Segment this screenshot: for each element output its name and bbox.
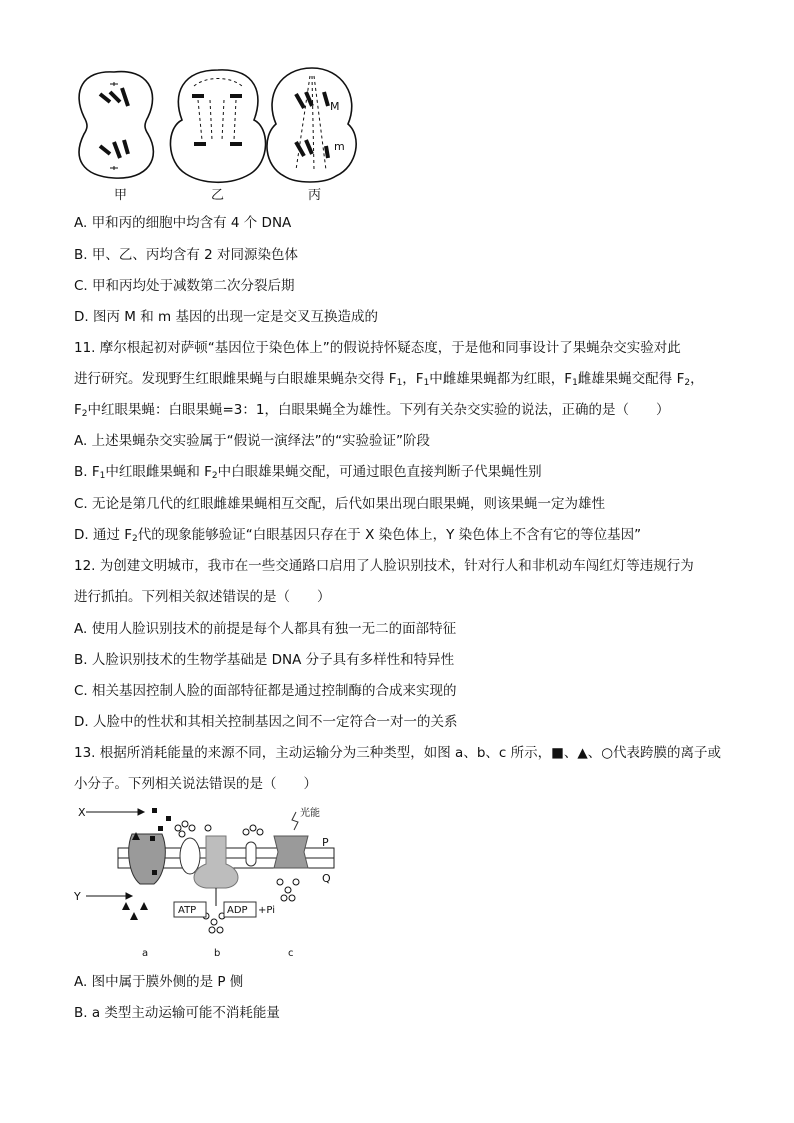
label-q-side: Q <box>322 872 331 885</box>
label-type-c: c <box>288 948 294 959</box>
q11-option-d: D. 通过 $F_2$代的现象能够验证“白眼基因只存在于 X 染色体上，Y 染色体上不含有它的等位基因” <box>74 527 642 544</box>
light-icon <box>292 812 298 830</box>
q13-option-a: A. 图中属于膜外侧的是 P 侧 <box>74 974 244 990</box>
label-type-a: a <box>142 948 149 959</box>
membrane-transport-figure <box>70 798 350 963</box>
caption-jia: 甲 <box>114 188 128 203</box>
gene-label-small-m: m <box>334 140 345 153</box>
q13-option-b: B. a 类型主动运输可能不消耗能量 <box>74 1005 280 1021</box>
q10-option-d: D. 图丙 M 和 m 基因的出现一定是交叉互换造成的 <box>74 309 378 325</box>
q12-option-d: D. 人脸中的性状和其相关控制基因之间不一定符合一对一的关系 <box>74 714 458 730</box>
q13-stem-line2: 小分子。下列相关说法错误的是（ ） <box>74 776 317 792</box>
q12-option-c: C. 相关基因控制人脸的面部特征都是通过控制酶的合成来实现的 <box>74 683 457 699</box>
q11-stem-line1: 11. 摩尔根起初对萨顿“基因位于染色体上”的假说持怀疑态度，于是他和同事设计了果蝇杂交实验对此 <box>74 340 681 356</box>
label-type-b: b <box>214 948 221 959</box>
q10-option-a: A. 甲和丙的细胞中均含有 4 个 DNA <box>74 215 292 231</box>
cell-bing-diagram <box>267 68 356 182</box>
carrier-protein-a <box>129 834 166 884</box>
q11-stem-line3: $F_2$中红眼果蝇：白眼果蝇=3：1，白眼果蝇全为雄性。下列有关杂交实验的说法，正确的是（ ） <box>74 402 670 419</box>
q12-option-a: A. 使用人脸识别技术的前提是每个人都具有独一无二的面部特征 <box>74 621 457 637</box>
receptor-protein <box>246 842 256 866</box>
q12-option-b: B. 人脸识别技术的生物学基础是 DNA 分子具有多样性和特异性 <box>74 652 455 668</box>
caption-yi: 乙 <box>211 188 225 203</box>
cell-jia-diagram <box>79 72 153 179</box>
q11-option-a: A. 上述果蝇杂交实验属于“假说一演绎法”的“实验验证”阶段 <box>74 433 431 449</box>
carrier-oval-b <box>180 838 200 874</box>
label-pi: +Pi <box>258 905 275 916</box>
gene-label-big-m: M <box>330 100 340 113</box>
q12-stem-line2: 进行抓拍。下列相关叙述错误的是（ ） <box>74 589 331 605</box>
label-p-side: P <box>322 836 329 849</box>
label-light-energy: 光能 <box>300 808 320 819</box>
q11-stem-line2: 进行研究。发现野生红眼雌果蝇与白眼雄果蝇杂交得 $F_1$，$F_1$中雌雄果蝇都为红眼，$F_1$雌雄果蝇交配得 $F_2$， <box>74 371 704 388</box>
q10-option-b: B. 甲、乙、丙均含有 2 对同源染色体 <box>74 247 299 263</box>
q12-stem-line1: 12. 为创建文明城市，我市在一些交通路口启用了人脸识别技术，针对行人和非机动车闯红灯等违规行为 <box>74 558 694 574</box>
label-atp: ATP <box>178 905 197 916</box>
caption-bing: 丙 <box>308 188 322 203</box>
cell-yi-diagram <box>170 70 265 182</box>
q13-stem-line1: 13. 根据所消耗能量的来源不同，主动运输分为三种类型，如图 a、b、c 所示，■、▲、○代表跨膜的离子或 <box>74 745 722 761</box>
label-y: Y <box>74 890 81 903</box>
label-adp: ADP <box>227 905 248 916</box>
light-driven-pump-c <box>274 836 308 868</box>
q10-option-c: C. 甲和丙均处于减数第二次分裂后期 <box>74 278 295 294</box>
q11-option-c: C. 无论是第几代的红眼雌雄果蝇相互交配，后代如果出现白眼果蝇，则该果蝇一定为雄性 <box>74 496 606 512</box>
label-x: X <box>78 806 86 819</box>
q11-option-b: B. $F_1$中红眼雌果蝇和 $F_2$中白眼雄果蝇交配，可通过眼色直接判断子代果蝇性别 <box>74 464 542 481</box>
